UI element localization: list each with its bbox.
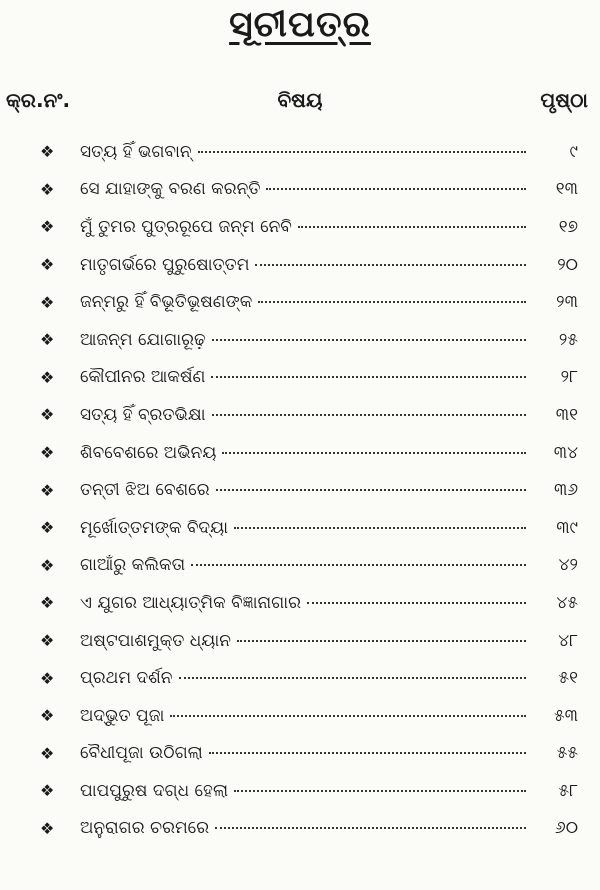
toc-entry-page: ୧୭ — [558, 216, 578, 237]
dot-leader — [215, 827, 526, 829]
toc-entry-page: ୫୮ — [558, 780, 578, 801]
toc-entry — [0, 697, 600, 735]
toc-entry-page: ୨୩ — [556, 292, 578, 313]
toc-entry-content — [80, 668, 578, 688]
dot-leader — [255, 264, 526, 266]
toc-entry-content — [80, 255, 578, 275]
dot-leader — [212, 339, 526, 341]
toc-header — [0, 88, 600, 118]
diamond-bullet-icon: ❖ — [40, 480, 55, 500]
toc-entry-page: ୧୩ — [555, 179, 578, 200]
diamond-bullet-icon: ❖ — [40, 179, 55, 199]
toc-entry-title: ପ୍ରଥମ ଦର୍ଶନ — [80, 668, 173, 689]
diamond-bullet-icon: ❖ — [40, 443, 55, 463]
dot-leader — [170, 715, 526, 717]
toc-entry-page: ୯ — [569, 141, 578, 162]
toc-entry — [0, 810, 600, 848]
toc-entry — [0, 772, 600, 810]
toc-entry-page: ୩୬ — [553, 480, 578, 501]
diamond-bullet-icon: ❖ — [40, 142, 55, 162]
dot-leader — [234, 790, 526, 792]
dot-leader — [198, 151, 526, 153]
toc-entry-title: ମୁଁ ତୁମର ପୁତ୍ରରୂପେ ଜନ୍ମ ନେବି — [80, 216, 292, 237]
diamond-bullet-icon: ❖ — [40, 631, 55, 651]
toc-entry-content — [80, 555, 578, 575]
dot-leader — [211, 376, 526, 378]
toc-entry-content — [80, 631, 578, 651]
serial-number-header: କ୍ର.ନଂ. — [6, 88, 71, 112]
diamond-bullet-icon: ❖ — [40, 217, 55, 237]
toc-entry-content — [80, 367, 578, 387]
toc-entry — [0, 171, 600, 209]
toc-entry-page: ୬୦ — [555, 818, 578, 839]
toc-entry — [0, 622, 600, 660]
toc-entry-page: ୪୨ — [558, 555, 578, 576]
toc-entry-content — [80, 518, 578, 538]
toc-entry-title: ଏ ଯୁଗର ଆଧ୍ୟାତ୍ମିକ ବିଜ୍ଞାନାଗାର — [80, 592, 301, 613]
toc-entry-title: ସେ ଯାହାଙ୍କୁ ବରଣ କରନ୍ତି — [80, 179, 261, 200]
toc-entry-content — [80, 743, 578, 763]
toc-entry-content — [80, 179, 578, 199]
toc-entry-content — [80, 593, 578, 613]
dot-leader — [212, 414, 526, 416]
dot-leader — [234, 527, 526, 529]
toc-entry-page: ୫୩ — [554, 705, 578, 726]
diamond-bullet-icon: ❖ — [40, 593, 55, 613]
toc-entry-page: ୪୮ — [558, 630, 578, 651]
dot-leader — [179, 677, 527, 679]
toc-entry-title: ମୂର୍ଖୋତ୍ତମଙ୍କ ବିଦ୍ୟା — [80, 517, 229, 538]
dot-leader — [307, 602, 526, 604]
toc-entry-title: କୌପୀନର ଆକର୍ଷଣ — [80, 367, 206, 388]
page-number-header: ପୃଷ୍ଠା — [540, 88, 588, 112]
diamond-bullet-icon: ❖ — [40, 405, 55, 425]
toc-entry — [0, 509, 600, 547]
toc-entry-page: ୨୮ — [560, 367, 578, 388]
toc-entry-content — [80, 443, 578, 463]
dot-leader — [266, 188, 526, 190]
toc-entry — [0, 584, 600, 622]
toc-entry-title: ବୈଧୀପୂଜା ଉଠିଗଲା — [80, 743, 203, 764]
dot-leader — [298, 226, 526, 228]
diamond-bullet-icon: ❖ — [40, 668, 55, 688]
toc-entry-title: ଜନ୍ମରୁ ହିଁ ବିଭୂତିଭୂଷଣଙ୍କ — [80, 292, 253, 313]
subject-header: ବିଷୟ — [277, 88, 323, 112]
toc-entry-title: ସତ୍ୟ ହିଁ ଭଗବାନ୍ — [80, 141, 192, 162]
toc-entry — [0, 471, 600, 509]
toc-entry-title: ମାତୃଗର୍ଭରେ ପୁରୁଷୋତ୍ତମ — [80, 254, 250, 275]
toc-entry — [0, 246, 600, 284]
toc-entry-content — [80, 292, 578, 312]
diamond-bullet-icon: ❖ — [40, 330, 55, 350]
toc-entry-page: ୫୧ — [558, 668, 578, 689]
toc-entry-title: ଆଜନ୍ମ ଯୋଗାରୂଢ଼ — [80, 329, 206, 350]
toc-entry-content — [80, 706, 578, 726]
toc-entry-title: ଗାଆଁରୁ କଲିକତା — [80, 555, 186, 576]
toc-entry-content — [80, 480, 578, 500]
toc-entry — [0, 321, 600, 359]
toc-entry-content — [80, 142, 578, 162]
dot-leader — [216, 489, 526, 491]
toc-entry — [0, 359, 600, 397]
diamond-bullet-icon: ❖ — [40, 555, 55, 575]
toc-list — [0, 133, 600, 847]
diamond-bullet-icon: ❖ — [40, 706, 55, 726]
diamond-bullet-icon: ❖ — [40, 255, 55, 275]
diamond-bullet-icon: ❖ — [40, 292, 55, 312]
toc-entry — [0, 547, 600, 585]
toc-entry — [0, 133, 600, 171]
toc-entry-page: ୫୫ — [556, 743, 578, 764]
toc-entry-content — [80, 330, 578, 350]
toc-entry-page: ୩୧ — [555, 404, 578, 425]
dot-leader — [191, 564, 526, 566]
toc-entry-title: ଅଷ୍ଟପାଶମୁକ୍ତ ଧ୍ୟାନ — [80, 630, 231, 651]
diamond-bullet-icon: ❖ — [40, 367, 55, 387]
toc-entry-title: ପାପପୁରୁଷ ଦଗ୍ଧ ହେଲା — [80, 780, 229, 801]
toc-entry — [0, 735, 600, 773]
toc-entry-page: ୪୫ — [556, 592, 578, 613]
toc-entry-page: ୩୯ — [556, 517, 578, 538]
dot-leader — [258, 301, 526, 303]
toc-entry-content — [80, 405, 578, 425]
diamond-bullet-icon: ❖ — [40, 818, 55, 838]
toc-entry — [0, 659, 600, 697]
toc-entry — [0, 434, 600, 472]
dot-leader — [237, 640, 526, 642]
dot-leader — [209, 752, 526, 754]
diamond-bullet-icon: ❖ — [40, 743, 55, 763]
toc-entry — [0, 396, 600, 434]
page-title: ସୂଚୀପତ୍ର — [229, 4, 371, 45]
toc-entry-content — [80, 818, 578, 838]
toc-entry-title: ସତ୍ୟ ହିଁ ବ୍ରତଭିକ୍ଷା — [80, 404, 206, 425]
toc-entry-title: ଅନୁରାଗର ଚରମରେ — [80, 818, 210, 839]
toc-entry-content — [80, 781, 578, 801]
toc-entry — [0, 208, 600, 246]
toc-entry-title: ଶିବବେଶରେ ଅଭିନୟ — [80, 442, 217, 463]
toc-entry-page: ୩୪ — [553, 442, 578, 463]
dot-leader — [222, 452, 526, 454]
toc-entry-content — [80, 217, 578, 237]
toc-entry — [0, 283, 600, 321]
toc-entry-title: ଅଦ୍ଭୁତ ପୂଜା — [80, 705, 165, 726]
diamond-bullet-icon: ❖ — [40, 781, 55, 801]
toc-entry-title: ତନ୍ତୀ ଝିଅ ବେଶରେ — [80, 480, 210, 501]
toc-entry-page: ୨୦ — [557, 254, 578, 275]
toc-entry-page: ୨୫ — [558, 329, 578, 350]
diamond-bullet-icon: ❖ — [40, 518, 55, 538]
